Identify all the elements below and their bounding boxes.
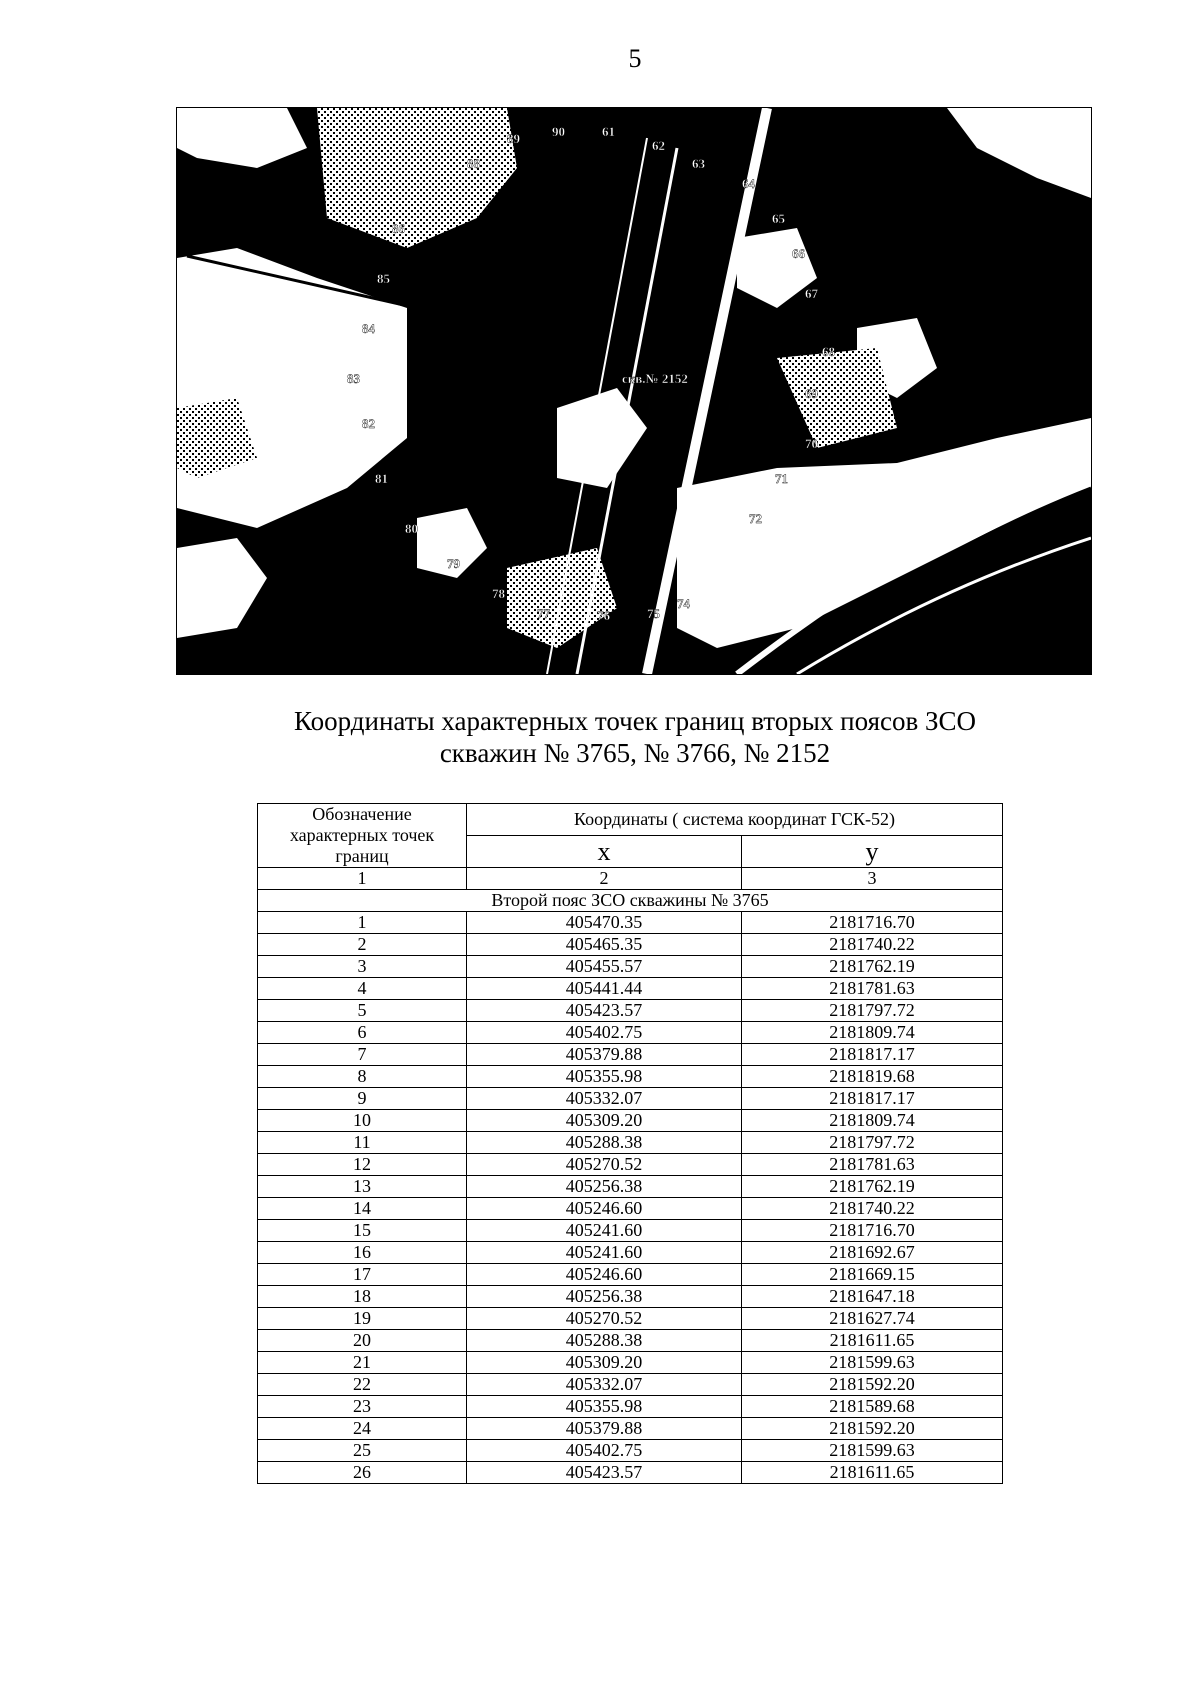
- point-number: 11: [258, 1132, 467, 1154]
- table-row: [258, 1308, 1003, 1330]
- x-coordinate: 405270.52: [467, 1154, 742, 1176]
- x-coordinate: 405423.57: [467, 1000, 742, 1022]
- y-coordinate: 2181781.63: [742, 1154, 1003, 1176]
- table-row: [258, 1462, 1003, 1484]
- x-coordinate: 405379.88: [467, 1418, 742, 1440]
- x-coordinate: 405455.57: [467, 956, 742, 978]
- y-coordinate: 2181599.63: [742, 1440, 1003, 1462]
- table-row: [258, 1132, 1003, 1154]
- y-coordinate: 2181669.15: [742, 1264, 1003, 1286]
- y-coordinate: 2181611.65: [742, 1462, 1003, 1484]
- map-label: 61: [602, 124, 615, 139]
- map-label: 85: [377, 271, 390, 286]
- y-coordinate: 2181599.63: [742, 1352, 1003, 1374]
- map-label: 66: [792, 246, 805, 261]
- x-coordinate: 405441.44: [467, 978, 742, 1000]
- map-label: 62: [652, 138, 665, 153]
- x-coordinate: 405288.38: [467, 1132, 742, 1154]
- column-number: 3: [742, 868, 1003, 890]
- point-number: 15: [258, 1220, 467, 1242]
- table-row: [258, 1044, 1003, 1066]
- point-number: 16: [258, 1242, 467, 1264]
- x-coordinate: 405332.07: [467, 1088, 742, 1110]
- coordinates-table: [257, 803, 1003, 1484]
- y-coordinate: 2181716.70: [742, 1220, 1003, 1242]
- point-number: 5: [258, 1000, 467, 1022]
- map-label: 64: [742, 176, 755, 191]
- point-number: 17: [258, 1264, 467, 1286]
- map-label: 72: [749, 511, 762, 526]
- map-label: 86: [392, 221, 405, 236]
- point-number: 6: [258, 1022, 467, 1044]
- x-coordinate: 405270.52: [467, 1308, 742, 1330]
- map-label: 83: [347, 371, 360, 386]
- coordinates-header: Координаты ( система координат ГСК-52): [467, 804, 1003, 836]
- point-number: 26: [258, 1462, 467, 1484]
- x-coordinate: 405355.98: [467, 1066, 742, 1088]
- y-coordinate: 2181611.65: [742, 1330, 1003, 1352]
- map-label: 74: [677, 596, 690, 611]
- x-coordinate: 405470.35: [467, 912, 742, 934]
- column-number: 2: [467, 868, 742, 890]
- point-number: 21: [258, 1352, 467, 1374]
- y-coordinate: 2181740.22: [742, 1198, 1003, 1220]
- x-coordinate: 405309.20: [467, 1352, 742, 1374]
- map-label: 70: [805, 436, 818, 451]
- y-coordinate: 2181692.67: [742, 1242, 1003, 1264]
- table-row: [258, 1220, 1003, 1242]
- y-coordinate: 2181592.20: [742, 1374, 1003, 1396]
- title-line-2: скважин № 3765, № 3766, № 2152: [439, 738, 831, 768]
- y-coordinate: 2181716.70: [742, 912, 1003, 934]
- x-coordinate: 405355.98: [467, 1396, 742, 1418]
- table-row: [258, 1176, 1003, 1198]
- table-row: [258, 1330, 1003, 1352]
- table-row: [258, 978, 1003, 1000]
- y-coordinate: 2181589.68: [742, 1396, 1003, 1418]
- x-coordinate: 405246.60: [467, 1198, 742, 1220]
- map-label: 84: [362, 321, 375, 336]
- point-number: 12: [258, 1154, 467, 1176]
- column-number: 1: [258, 868, 467, 890]
- map-label: 89: [507, 131, 520, 146]
- map-label: 90: [552, 124, 565, 139]
- y-coordinate: 2181817.17: [742, 1044, 1003, 1066]
- y-coordinate: 2181819.68: [742, 1066, 1003, 1088]
- y-coordinate: 2181809.74: [742, 1022, 1003, 1044]
- satellite-map: [176, 107, 1092, 675]
- x-coordinate: 405402.75: [467, 1022, 742, 1044]
- map-label: 79: [447, 556, 460, 571]
- x-coordinate: 405288.38: [467, 1330, 742, 1352]
- x-coordinate: 405241.60: [467, 1242, 742, 1264]
- table-row: [258, 1110, 1003, 1132]
- point-number: 23: [258, 1396, 467, 1418]
- y-coordinate: 2181817.17: [742, 1088, 1003, 1110]
- map-label: 69: [805, 386, 818, 401]
- x-coordinate: 405309.20: [467, 1110, 742, 1132]
- map-label: 71: [775, 471, 788, 486]
- map-label: 88: [467, 156, 480, 171]
- y-coordinate: 2181592.20: [742, 1418, 1003, 1440]
- x-coordinate: 405402.75: [467, 1440, 742, 1462]
- x-coordinate: 405379.88: [467, 1044, 742, 1066]
- x-coordinate: 405465.35: [467, 934, 742, 956]
- point-number: 18: [258, 1286, 467, 1308]
- table-row: [258, 1154, 1003, 1176]
- table-row: [258, 1286, 1003, 1308]
- map-label: 65: [772, 211, 785, 226]
- map-label: 67: [805, 286, 818, 301]
- map-label: 63: [692, 156, 705, 171]
- point-number: 9: [258, 1088, 467, 1110]
- point-number: 7: [258, 1044, 467, 1066]
- y-header: y: [742, 836, 1003, 868]
- y-coordinate: 2181809.74: [742, 1110, 1003, 1132]
- point-number: 14: [258, 1198, 467, 1220]
- y-coordinate: 2181627.74: [742, 1308, 1003, 1330]
- map-label: 82: [362, 416, 375, 431]
- map-label: скв.№ 2152: [622, 371, 688, 386]
- table-body: [258, 912, 1003, 1484]
- table-row: [258, 1352, 1003, 1374]
- map-label: 68: [822, 344, 835, 359]
- map-label: 77: [537, 606, 550, 621]
- table-row: [258, 1374, 1003, 1396]
- y-coordinate: 2181740.22: [742, 934, 1003, 956]
- y-coordinate: 2181781.63: [742, 978, 1003, 1000]
- table-row: [258, 1440, 1003, 1462]
- map-label: 76: [597, 608, 610, 623]
- x-coordinate: 405256.38: [467, 1286, 742, 1308]
- table-row: [258, 1396, 1003, 1418]
- map-label: 75: [647, 606, 660, 621]
- x-coordinate: 405246.60: [467, 1264, 742, 1286]
- x-coordinate: 405423.57: [467, 1462, 742, 1484]
- point-number: 4: [258, 978, 467, 1000]
- page-number: 5: [628, 44, 642, 73]
- table-row: [258, 1088, 1003, 1110]
- table-row: [258, 956, 1003, 978]
- y-coordinate: 2181797.72: [742, 1132, 1003, 1154]
- designation-header: Обозначение характерных точек границ: [258, 804, 467, 868]
- table-row: [258, 1198, 1003, 1220]
- table-row: [258, 1264, 1003, 1286]
- point-number: 22: [258, 1374, 467, 1396]
- x-coordinate: 405241.60: [467, 1220, 742, 1242]
- table-row: [258, 934, 1003, 956]
- document-title: [0, 705, 1200, 769]
- map-label: 80: [405, 521, 418, 536]
- point-number: 13: [258, 1176, 467, 1198]
- table-row: [258, 1022, 1003, 1044]
- title-line-1: Координаты характерных точек границ вторых поясов ЗСО: [293, 706, 977, 736]
- point-number: 24: [258, 1418, 467, 1440]
- point-number: 20: [258, 1330, 467, 1352]
- table-row: [258, 1242, 1003, 1264]
- point-number: 3: [258, 956, 467, 978]
- point-number: 25: [258, 1440, 467, 1462]
- map-label: 81: [375, 471, 388, 486]
- table-row: [258, 912, 1003, 934]
- y-coordinate: 2181762.19: [742, 1176, 1003, 1198]
- x-header: x: [467, 836, 742, 868]
- point-number: 10: [258, 1110, 467, 1132]
- point-number: 8: [258, 1066, 467, 1088]
- map-label: 78: [492, 586, 505, 601]
- point-number: 2: [258, 934, 467, 956]
- y-coordinate: 2181797.72: [742, 1000, 1003, 1022]
- table-row: [258, 1066, 1003, 1088]
- x-coordinate: 405332.07: [467, 1374, 742, 1396]
- table-row: [258, 1418, 1003, 1440]
- map-canvas: [177, 108, 1091, 674]
- point-number: 1: [258, 912, 467, 934]
- y-coordinate: 2181762.19: [742, 956, 1003, 978]
- section-title: Второй пояс ЗСО скважины № 3765: [258, 890, 1003, 912]
- point-number: 19: [258, 1308, 467, 1330]
- table-row: [258, 1000, 1003, 1022]
- x-coordinate: 405256.38: [467, 1176, 742, 1198]
- y-coordinate: 2181647.18: [742, 1286, 1003, 1308]
